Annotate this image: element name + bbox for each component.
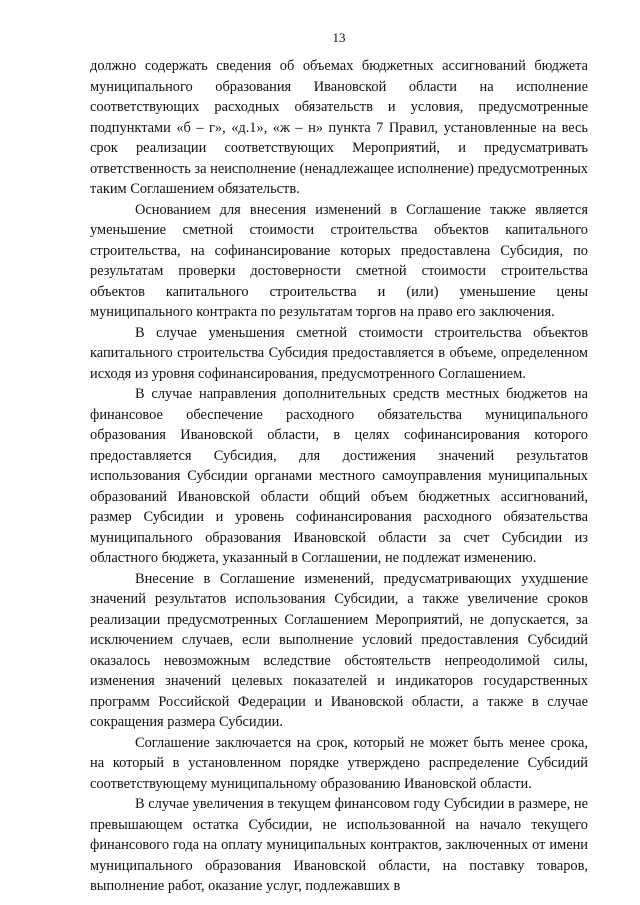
paragraph-subsidy-increase: В случае увеличения в текущем финансовом году Субсидии в размере, не превышающем остатка Субсидии, не использованной на начало текущего финансового года на оплату муниципальных контрактов, заключенных от имени муниципального образования Ивановской области, на поставку товаров, выполнение работ, оказание услуг, подлежавших в [90,796,588,894]
paragraph-additional-funds: В случае направления дополнительных средств местных бюджетов на финансовое обеспечение расходного обязательства муниципального образования Ивановской области, в целях софинансирования которого предоставляется Субсидия, для достижения значений результатов использования Субсидии органами местного самоуправления муниципальных образований Ивановской области общий объем бюджетных ассигнований, размер Субсидии и уровень софинансирования расходного обязательства муниципального образования Ивановской области за счет Субсидии из областного бюджета, указанный в Соглашении, не подлежат изменению. [90,386,588,566]
paragraph-agreement-term: Соглашение заключается на срок, который не может быть менее срока, на который в установленном порядке утверждено распределение Субсидий соответствующему муниципальному образованию Ивановской области. [90,734,588,792]
paragraph-continuation: должно содержать сведения об объемах бюджетных ассигнований бюджета муниципального образования Ивановской области на исполнение соответствующих расходных обязательств и условия, предусмотренные подпунктами «б – г», «д.1», «ж – н» пункта 7 Правил, установленные на весь срок реализации соответствующих Мероприятий, и предусматривать ответственность за неисполнение (ненадлежащее исполнение) предусмотренных таким Соглашением обязательств. [90,58,588,197]
document-body [90,56,588,897]
paragraph-amendment-basis: Основанием для внесения изменений в Соглашение также является уменьшение сметной стоимости строительства объектов капитального строительства, на софинансирование которых предоставлена Субсидия, по результатам проверки достоверности сметной стоимости строительства объектов капитального строительства и (или) уменьшение цены муниципального контракта по результатам торгов на право его заключения. [90,201,588,320]
paragraph-cost-reduction: В случае уменьшения сметной стоимости строительства объектов капитального строительства Субсидия предоставляется в объеме, определенном исходя из уровня софинансирования, предусмотренного Соглашением. [90,324,588,382]
paragraph-amendment-restrictions: Внесение в Соглашение изменений, предусматривающих ухудшение значений результатов использования Субсидии, а также увеличение сроков реализации предусмотренных Соглашением Мероприятий, не допускается, за исключением случаев, если выполнение условий предоставления Субсидий оказалось невозможным вследствие обстоятельств непреодолимой силы, изменения значений целевых показателей и индикаторов государственных программ Российской Федерации и Ивановской области, а также в случае сокращения размера Субсидии. [90,570,588,730]
page-number: 13 [332,30,346,45]
